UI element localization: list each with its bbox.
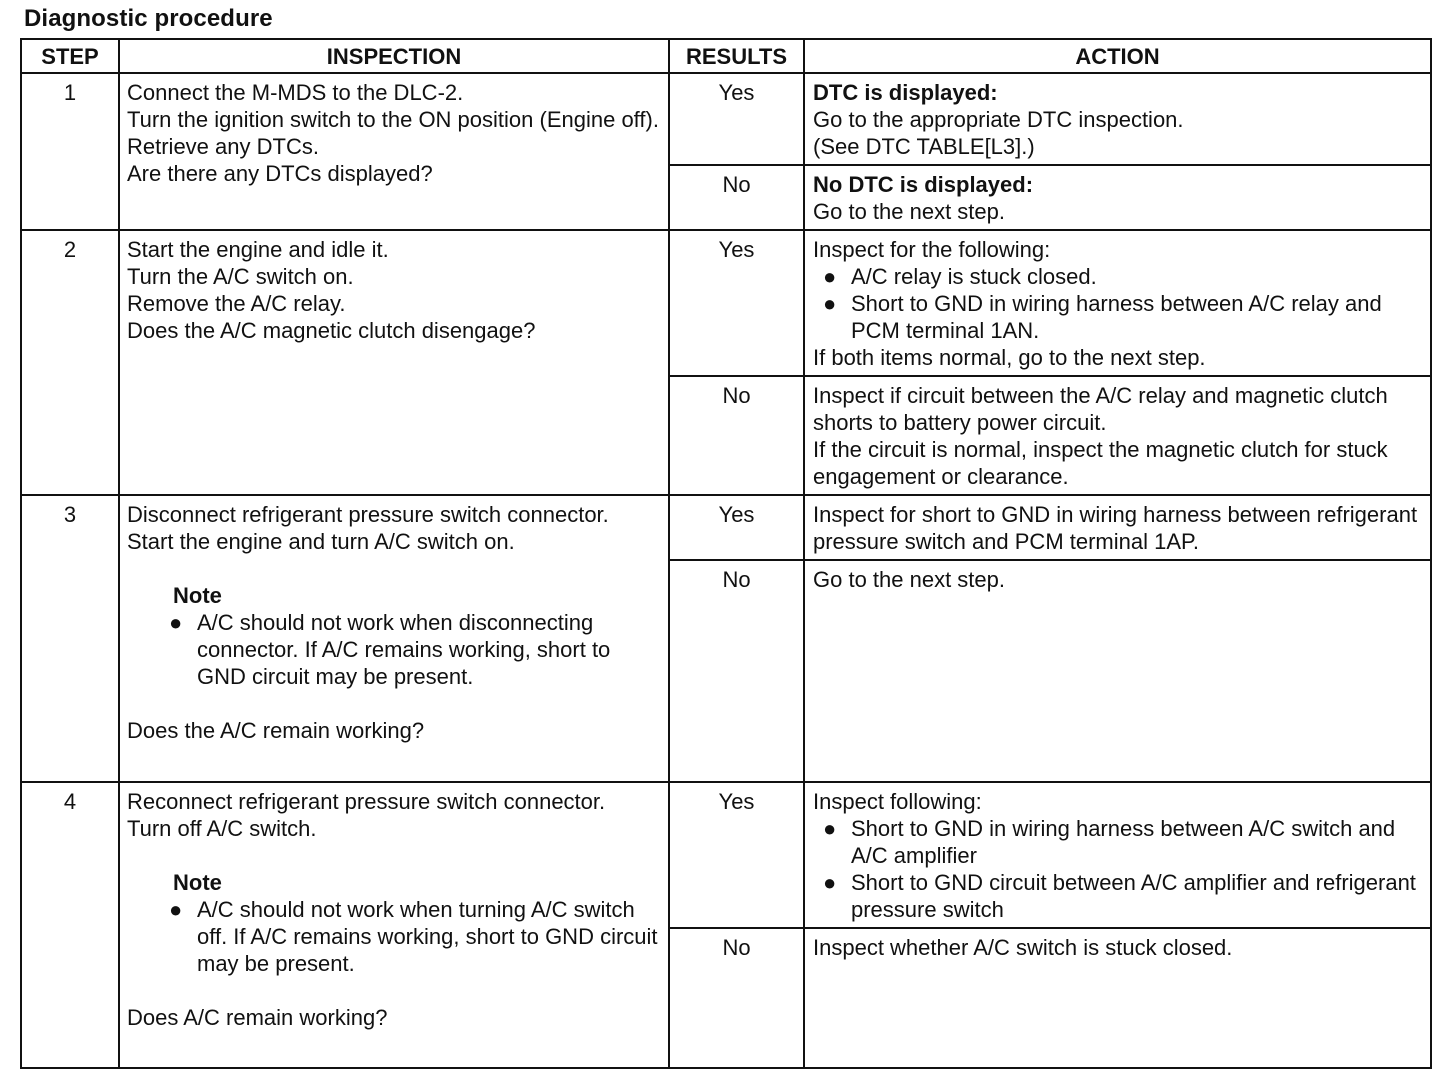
bullet-icon: ● — [823, 816, 837, 841]
inspection-question: Does the A/C remain working? — [127, 718, 425, 743]
step-4-yes-action — [804, 782, 1431, 928]
action-intro: Inspect following: — [813, 789, 982, 814]
action-line: Go to the next step. — [813, 199, 1006, 224]
inspection-question: Does A/C remain working? — [127, 1005, 388, 1030]
step-number: 3 — [21, 495, 119, 782]
list-item — [813, 815, 1424, 869]
action-line: Go to the next step. — [813, 567, 1006, 592]
action-line: Go to the appropriate DTC inspection. — [813, 107, 1184, 132]
note-text: A/C should not work when turning A/C switch off. If A/C remains working, short to GND circuit may be present. — [197, 897, 658, 976]
step-2-yes-row — [21, 230, 1431, 376]
action-heading: DTC is displayed: — [813, 80, 998, 105]
step-4-no-action — [804, 928, 1431, 1068]
action-line: Inspect if circuit between the A/C relay and magnetic clutch shorts to battery power circuit. — [813, 383, 1388, 435]
result-no: No — [669, 376, 804, 495]
list-item — [813, 263, 1424, 290]
result-no: No — [669, 928, 804, 1068]
bullet-text: Short to GND circuit between A/C amplifier and refrigerant pressure switch — [851, 870, 1416, 922]
spacer — [127, 690, 662, 717]
bullet-icon: ● — [823, 264, 837, 289]
step-2-inspection — [119, 230, 669, 495]
list-item — [159, 896, 662, 977]
note-text: A/C should not work when disconnecting connector. If A/C remains working, short to GND circuit may be present. — [197, 610, 611, 689]
result-yes: Yes — [669, 230, 804, 376]
inspection-line: Turn the A/C switch on. — [127, 264, 354, 289]
bullet-text: A/C relay is stuck closed. — [851, 264, 1097, 289]
spacer — [127, 555, 662, 582]
action-intro: Inspect for the following: — [813, 237, 1051, 262]
inspection-line: Remove the A/C relay. — [127, 291, 346, 316]
step-1-yes-row — [21, 73, 1431, 165]
inspection-line: Reconnect refrigerant pressure switch connector. — [127, 789, 606, 814]
step-1-yes-action — [804, 73, 1431, 165]
bullet-icon: ● — [169, 610, 183, 635]
step-3-no-action — [804, 560, 1431, 782]
step-1-no-action — [804, 165, 1431, 230]
step-3-yes-action — [804, 495, 1431, 560]
action-line: Inspect whether A/C switch is stuck closed. — [813, 935, 1233, 960]
header-inspection: INSPECTION — [119, 39, 669, 73]
note-title: Note — [173, 583, 222, 608]
note-bullet-list — [127, 896, 662, 977]
inspection-line: Start the engine and turn A/C switch on. — [127, 529, 515, 554]
header-step: STEP — [21, 39, 119, 73]
inspection-line: Are there any DTCs displayed? — [127, 161, 433, 186]
step-number: 1 — [21, 73, 119, 230]
step-4-yes-row — [21, 782, 1431, 928]
result-yes: Yes — [669, 73, 804, 165]
inspection-line: Turn the ignition switch to the ON position (Engine off). — [127, 107, 659, 132]
inspection-line: Does the A/C magnetic clutch disengage? — [127, 318, 536, 343]
spacer — [127, 842, 662, 869]
result-yes: Yes — [669, 782, 804, 928]
list-item — [159, 609, 662, 690]
diagnostic-table — [20, 38, 1432, 1069]
note-title: Note — [173, 870, 222, 895]
step-2-no-action — [804, 376, 1431, 495]
step-number: 4 — [21, 782, 119, 1068]
step-1-inspection — [119, 73, 669, 230]
bullet-icon: ● — [823, 291, 837, 316]
list-item — [813, 290, 1424, 344]
action-bullet-list — [813, 815, 1424, 923]
step-2-yes-action — [804, 230, 1431, 376]
header-row — [21, 39, 1431, 73]
inspection-line: Disconnect refrigerant pressure switch connector. — [127, 502, 609, 527]
header-results: RESULTS — [669, 39, 804, 73]
page-title: Diagnostic procedure — [24, 5, 273, 32]
bullet-icon: ● — [169, 897, 183, 922]
step-number: 2 — [21, 230, 119, 495]
inspection-line: Connect the M-MDS to the DLC-2. — [127, 80, 464, 105]
inspection-line: Start the engine and idle it. — [127, 237, 389, 262]
list-item — [813, 869, 1424, 923]
step-3-yes-row — [21, 495, 1431, 560]
action-line: If the circuit is normal, inspect the magnetic clutch for stuck engagement or clearance. — [813, 437, 1388, 489]
result-no: No — [669, 165, 804, 230]
inspection-line: Turn off A/C switch. — [127, 816, 317, 841]
result-yes: Yes — [669, 495, 804, 560]
header-action: ACTION — [804, 39, 1431, 73]
note-bullet-list — [127, 609, 662, 690]
step-3-inspection — [119, 495, 669, 782]
action-bullet-list — [813, 263, 1424, 344]
inspection-line: Retrieve any DTCs. — [127, 134, 319, 159]
action-line: (See DTC TABLE[L3].) — [813, 134, 1035, 159]
action-line: Inspect for short to GND in wiring harness between refrigerant pressure switch and PCM terminal 1AP. — [813, 502, 1418, 554]
result-no: No — [669, 560, 804, 782]
spacer — [127, 977, 662, 1004]
action-heading: No DTC is displayed: — [813, 172, 1034, 197]
action-outro: If both items normal, go to the next step. — [813, 345, 1206, 370]
bullet-text: Short to GND in wiring harness between A/C relay and PCM terminal 1AN. — [851, 291, 1382, 343]
bullet-text: Short to GND in wiring harness between A/C switch and A/C amplifier — [851, 816, 1396, 868]
step-4-inspection — [119, 782, 669, 1068]
bullet-icon: ● — [823, 870, 837, 895]
